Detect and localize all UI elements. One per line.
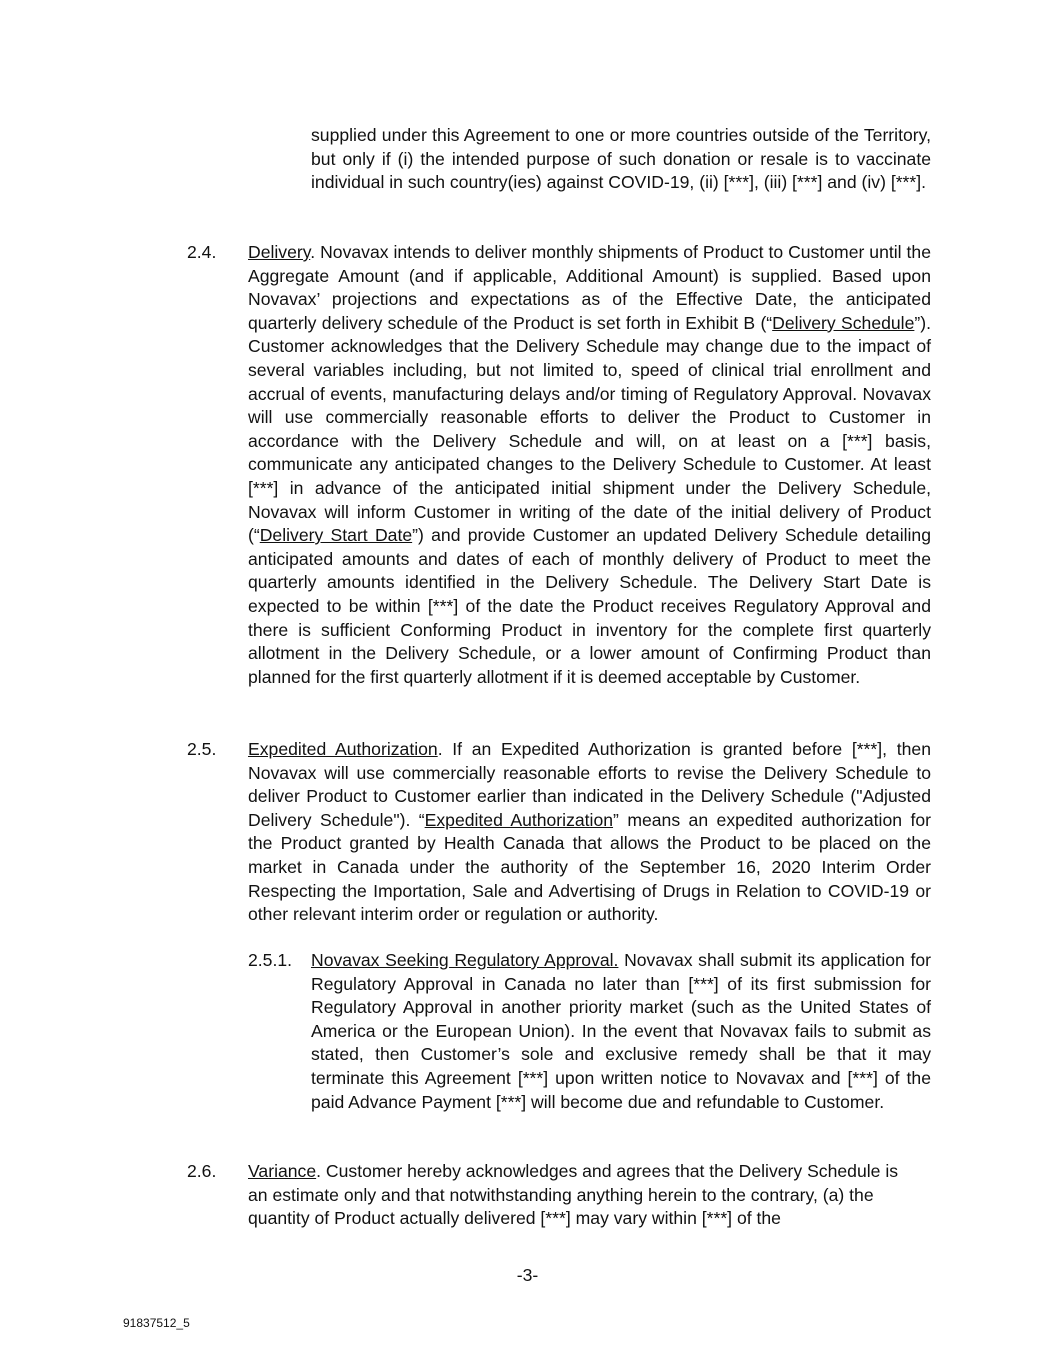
section-text: ” means an expedited authorization for the Product granted by Health Canada that allows the Product to be placed on the market in Canada under the authority of the September 16, 2020 Interim Order Respecting the Importation, Sale and Advertising of Drugs in Relation to COVID-19 or other relevant interim order or regulation or authority. [248, 809, 931, 925]
section-text: ”). Customer acknowledges that the Delivery Schedule may change due to the impact of several variables including, but not limited to, speed of clinical trial enrollment and accrual of events, manufacturing delays and/or timing of Regulatory Approval. Novavax will use commercially reasonable efforts to deliver the Product to Customer in accordance with the Delivery Schedule and will, on at least on a [***] basis, communicate any anticipated changes to the Delivery Schedule to Customer. At least [***] in advance of the anticipated initial shipment under the Delivery Schedule, Novavax will inform Customer in writing of the date of the initial delivery of Product (“ [248, 312, 931, 546]
section-heading: Expedited Authorization [248, 739, 438, 759]
defined-term: Delivery Schedule [772, 312, 915, 333]
section-number: 2.5. [187, 739, 217, 759]
section-delivery [248, 241, 931, 689]
section-regulatory-approval [311, 949, 931, 1114]
section-text: . Customer hereby acknowledges and agrees that the Delivery Schedule is an estimate only and that notwithstanding anything herein to the contrary, (a) the quantity of Product actually delivered [***] may vary within [***] of the [248, 1161, 899, 1229]
section-variance [248, 1160, 918, 1231]
document-id: 91837512_5 [123, 1316, 190, 1330]
section-expedited-authorization [248, 738, 931, 927]
section-number: 2.4. [187, 242, 217, 262]
defined-term: Delivery Start Date [259, 525, 413, 546]
continuation-paragraph [311, 124, 931, 195]
section-heading: Variance [248, 1161, 317, 1181]
continuation-text: supplied under this Agreement to one or more countries outside of the Territory, but only if (i) the intended purpose of such donation or resale is to vaccinate individual in such country(ies) against COVID-19, (ii) [***], (iii) [***] and (iv) [***]. [311, 125, 931, 193]
section-text: . Novavax intends to deliver monthly shipments of Product to Customer until the Aggregate Amount (and if applicable, Additional Amount) is supplied. Based upon Novavax’ projections and expectations as of the Effective Date, the anticipated quarterly delivery schedule of the Product is set forth in Exhibit B (“ [248, 242, 931, 333]
section-heading: Novavax Seeking Regulatory Approval. [311, 950, 619, 970]
section-text: ”) and provide Customer an updated Delivery Schedule detailing anticipated amounts and dates of each of monthly delivery of Product to meet the quarterly amounts identified in the Delivery Schedule. The Delivery Start Date is expected to be within [***] of the date the Product receives Regulatory Approval and there is sufficient Conforming Product in inventory for the complete first quarterly allotment in the Delivery Schedule, or a lower amount of Confirming Product than planned for the first quarterly allotment if it is deemed acceptable by Customer. [248, 525, 931, 687]
section-number: 2.6. [187, 1161, 217, 1181]
section-number: 2.5.1. [248, 950, 293, 970]
section-text: . If an Expedited Authorization is granted before [***], then Novavax will use commercially reasonable efforts to revise the Delivery Schedule to deliver Product to Customer earlier than indicated in the Delivery Schedule ("Adjusted Delivery Schedule"). “ [248, 739, 931, 830]
defined-term: Expedited Authorization [424, 809, 614, 830]
page-number: -3- [516, 1265, 539, 1285]
section-heading: Delivery [248, 242, 311, 262]
section-text: Novavax shall submit its application for Regulatory Approval in Canada no later than [***] of its first submission for Regulatory Approval in another priority market (such as the United States of America or the European Union). In the event that Novavax fails to submit as stated, then Customer’s sole and exclusive remedy shall be that it may terminate this Agreement [***] upon written notice to Novavax and [***] of the paid Advance Payment [***] will become due and refundable to Customer. [311, 950, 932, 1112]
